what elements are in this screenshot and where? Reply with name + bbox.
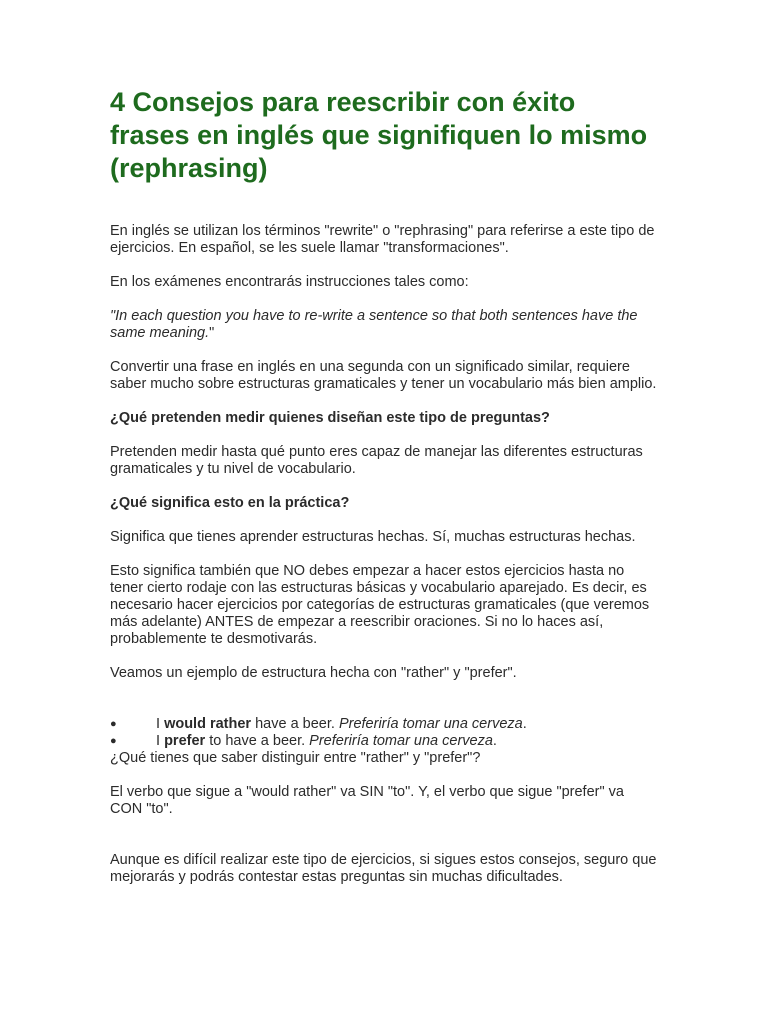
bullet-icon: ● xyxy=(110,718,117,730)
example-subject: I xyxy=(156,733,165,749)
instruction-quote-text: "In each question you have to re-write a sentence so that both sentences have the same meaning. xyxy=(110,308,638,341)
example-end: . xyxy=(522,716,527,732)
example-translation: Preferiría tomar una cerveza xyxy=(309,733,493,749)
example-keyword: prefer xyxy=(164,733,206,749)
instruction-quote-close: " xyxy=(209,325,215,341)
conclusion-paragraph: Aunque es difícil realizar este tipo de ejercicios, si sigues estos consejos, seguro que mejorarás y podrás contestar estas preguntas sin muchas dificultades. xyxy=(110,852,657,885)
page-title: 4 Consejos para reescribir con éxito frases en inglés que signifiquen lo mismo (rephrasing) xyxy=(110,87,648,183)
example-end: . xyxy=(492,733,497,749)
answer-paragraph-3: Esto significa también que NO debes empezar a hacer estos ejercicios hasta no tener cierto rodaje con las estructuras básicas y vocabulario aparejado. Es decir, es necesario hacer ejercicios por categorías de estructuras gramaticales (que veremos más adelante) ANTES de empezar a reescribir oraciones. Si no lo haces así, probablemente te desmotivarás. xyxy=(110,563,650,647)
question-heading-1: ¿Qué pretenden medir quienes diseñan este tipo de preguntas? xyxy=(110,410,550,426)
list-item xyxy=(110,733,658,750)
bullet-icon: ● xyxy=(110,735,117,747)
convert-paragraph: Convertir una frase en inglés en una segunda con un significado similar, requiere saber mucho sobre estructuras gramaticales y tener un vocabulario más bien amplio. xyxy=(110,359,657,392)
document-page xyxy=(110,86,658,886)
intro-paragraph: En inglés se utilizan los términos "rewrite" o "rephrasing" para referirse a este tipo de ejercicios. En español, se les suele llamar "transformaciones". xyxy=(110,223,655,256)
instruction-quote xyxy=(110,308,658,342)
example-list xyxy=(110,716,658,750)
answer-paragraph-1: Pretenden medir hasta qué punto eres capaz de manejar las diferentes estructuras gramaticales y tu nivel de vocabulario. xyxy=(110,444,643,477)
example-rest: to have a beer. xyxy=(205,733,310,749)
question-heading-2: ¿Qué significa esto en la práctica? xyxy=(110,495,350,511)
example-rest: have a beer. xyxy=(251,716,339,732)
verb-rule-paragraph: El verbo que sigue a "would rather" va SIN "to". Y, el verbo que sigue "prefer" va CON "to". xyxy=(110,784,624,817)
exam-intro-paragraph: En los exámenes encontrarás instrucciones tales como: xyxy=(110,274,469,290)
example-intro-paragraph: Veamos un ejemplo de estructura hecha con "rather" y "prefer". xyxy=(110,665,517,681)
distinguish-question: ¿Qué tienes que saber distinguir entre "rather" y "prefer"? xyxy=(110,750,481,766)
example-keyword: would rather xyxy=(164,716,252,732)
example-subject: I xyxy=(156,716,165,732)
list-item xyxy=(110,716,658,733)
answer-paragraph-2: Significa que tienes aprender estructuras hechas. Sí, muchas estructuras hechas. xyxy=(110,529,636,545)
example-translation: Preferiría tomar una cerveza xyxy=(338,716,523,732)
